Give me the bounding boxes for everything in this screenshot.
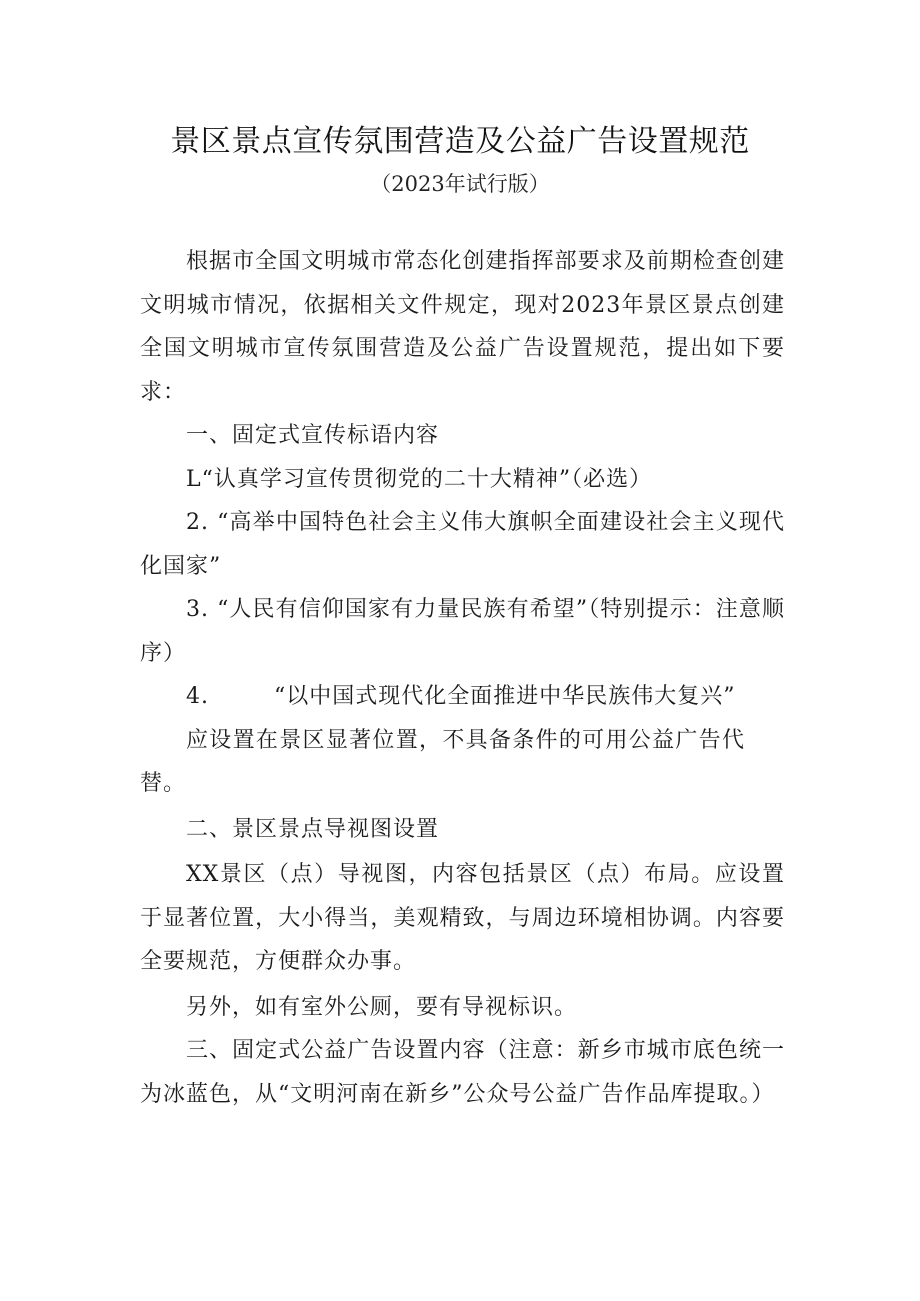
intro-paragraph: 根据市全国文明城市常态化创建指挥部要求及前期检查创建文明城市情况，依据相关文件规定，现对2023年景区景点创建全国文明城市宣传氛围营造及公益广告设置规范，提出如下要求： [140,249,785,405]
section3-heading: 三、固定式公益广告设置内容（注意：新乡市城市底色统一为冰蓝色，从“文明河南在新乡”公众号公益广告作品库提取。） [140,1038,785,1107]
section2-paragraph-2: 另外，如有室外公厕，要有导视标识。 [186,994,578,1020]
section1-heading: 一、固定式宣传标语内容 [186,423,440,448]
section2-paragraph-1: XX景区（点）导视图，内容包括景区（点）布局。应设置于显著位置，大小得当，美观精致，与周边环境相协调。内容要全要规范，方便群众办事。 [140,862,785,974]
section1-item-4-text: “以中国式现代化全面推进中华民族伟大复兴” [274,684,736,709]
document-body [140,240,785,1116]
section1-item-3: 3. “人民有信仰国家有力量民族有希望”（特别提示：注意顺序） [140,597,785,666]
section2-heading: 二、景区景点导视图设置 [186,816,440,842]
section1-item-2: 2. “高举中国特色社会主义伟大旗帜全面建设社会主义现代化国家” [140,510,785,579]
section1-item-4-number: 4. [186,684,209,709]
section1-note: 应设置在景区显著位置，不具备条件的可用公益广告代替。 [140,727,745,796]
section1-item-1: L“认真学习宣传贯彻党的二十大精神”（必选） [186,466,653,492]
document-title: 景区景点宣传氛围营造及公益广告设置规范 [170,124,750,159]
section1-item-4 [140,675,785,719]
document-subtitle: （2023年试行版） [370,172,550,196]
